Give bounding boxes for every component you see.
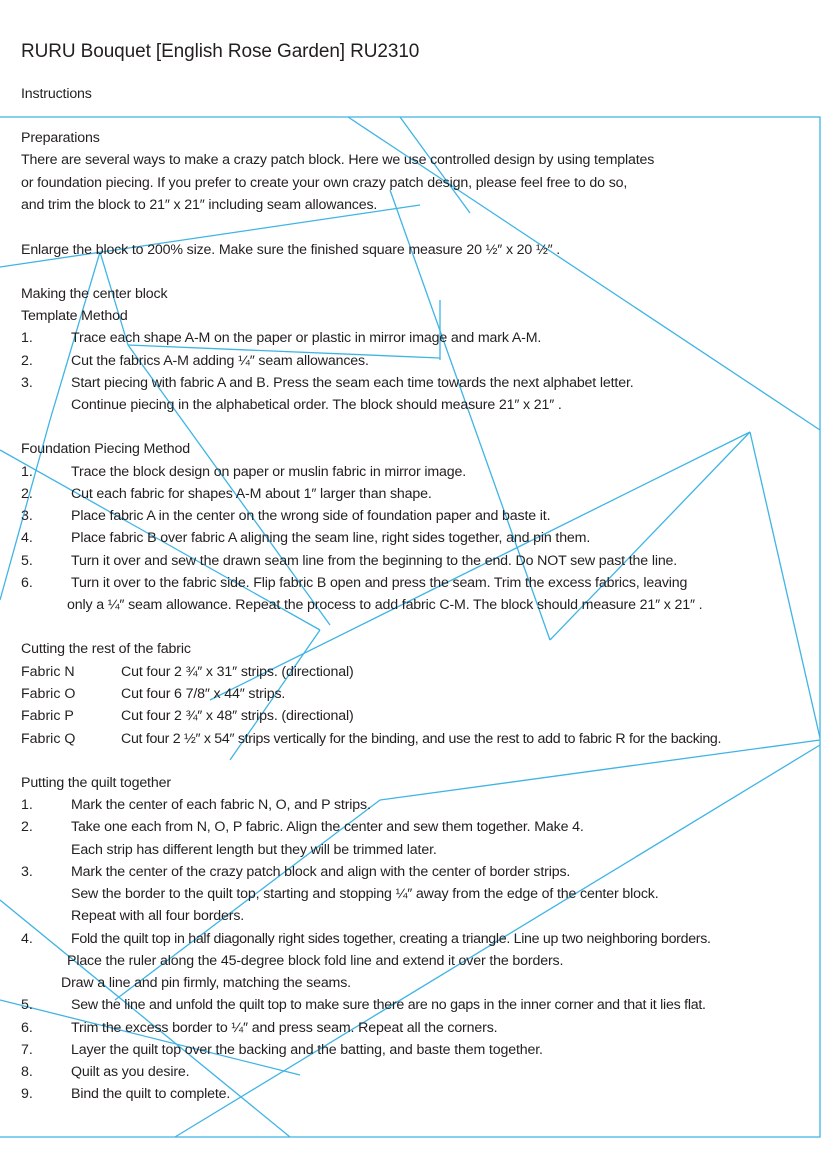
step-text: Mark the center of each fabric N, O, and P strips. xyxy=(71,797,371,813)
subheading-template-method: Template Method xyxy=(21,308,128,324)
step-text: Take one each from N, O, P fabric. Align the center and sew them together. Make 4. xyxy=(71,819,584,835)
step-number: 1. xyxy=(21,797,33,813)
cutting-instruction: Cut four 2 ¾″ x 48″ strips. (directional) xyxy=(121,708,354,724)
step-number: 5. xyxy=(21,997,33,1013)
step-text: Trace the block design on paper or muslin fabric in mirror image. xyxy=(71,464,467,480)
step-text: Mark the center of the crazy patch block and align with the center of border strips. xyxy=(71,864,571,880)
step-continuation: Each strip has different length but they will be trimmed later. xyxy=(71,842,437,858)
fabric-label: Fabric O xyxy=(21,686,76,702)
step-text: Turn it over and sew the drawn seam line from the beginning to the end. Do NOT sew past the line. xyxy=(71,553,678,569)
step-number: 4. xyxy=(21,931,33,947)
step-number: 7. xyxy=(21,1042,33,1058)
step-text: Trace each shape A-M on the paper or plastic in mirror image and mark A-M. xyxy=(71,330,542,346)
step-text: Trim the excess border to ¼″ and press seam. Repeat all the corners. xyxy=(71,1020,498,1036)
fabric-label: Fabric N xyxy=(21,664,75,680)
step-text: Start piecing with fabric A and B. Press the seam each time towards the next alphabet letter. xyxy=(71,375,634,391)
step-number: 2. xyxy=(21,486,33,502)
fabric-label: Fabric Q xyxy=(21,731,76,747)
paragraph-line: There are several ways to make a crazy patch block. Here we use controlled design by using templates xyxy=(21,152,655,168)
step-number: 3. xyxy=(21,508,33,524)
step-text: Layer the quilt top over the backing and the batting, and baste them together. xyxy=(71,1042,543,1058)
paragraph-line: and trim the block to 21″ x 21″ including seam allowances. xyxy=(21,197,378,213)
step-continuation: Repeat with all four borders. xyxy=(71,908,245,924)
step-number: 5. xyxy=(21,553,33,569)
step-continuation: only a ¼″ seam allowance. Repeat the process to add fabric C-M. The block should measure 21″ x 21″ . xyxy=(67,597,703,613)
section-heading-preparations: Preparations xyxy=(21,130,100,146)
step-continuation: Sew the border to the quilt top, starting and stopping ¼″ away from the edge of the center block. xyxy=(71,886,659,902)
step-continuation: Continue piecing in the alphabetical order. The block should measure 21″ x 21″ . xyxy=(71,397,562,413)
step-continuation: Draw a line and pin firmly, matching the seams. xyxy=(61,975,351,991)
step-number: 3. xyxy=(21,864,33,880)
document-title: RURU Bouquet [English Rose Garden] RU2310 xyxy=(21,41,420,62)
fabric-label: Fabric P xyxy=(21,708,74,724)
instructions-heading: Instructions xyxy=(21,86,92,102)
step-text: Fold the quilt top in half diagonally right sides together, creating a triangle. Line up two neighboring borders. xyxy=(71,931,711,947)
cutting-instruction: Cut four 2 ½″ x 54″ strips vertically for the binding, and use the rest to add to fabric R for the backing. xyxy=(121,731,722,747)
cutting-instruction: Cut four 6 7/8″ x 44″ strips. xyxy=(121,686,286,702)
step-number: 3. xyxy=(21,375,33,391)
paragraph-line: or foundation piecing. If you prefer to create your own crazy patch design, please feel free to do so, xyxy=(21,175,628,191)
step-number: 1. xyxy=(21,464,33,480)
step-text: Sew the line and unfold the quilt top to make sure there are no gaps in the inner corner and that it lies flat. xyxy=(71,997,706,1013)
step-number: 1. xyxy=(21,330,33,346)
section-heading-assembly: Putting the quilt together xyxy=(21,775,171,791)
section-heading-cutting: Cutting the rest of the fabric xyxy=(21,641,191,657)
subheading-foundation-method: Foundation Piecing Method xyxy=(21,441,190,457)
step-number: 6. xyxy=(21,575,33,591)
step-text: Quilt as you desire. xyxy=(71,1064,190,1080)
step-text: Bind the quilt to complete. xyxy=(71,1086,231,1102)
step-text: Cut the fabrics A-M adding ¼″ seam allowances. xyxy=(71,353,369,369)
section-heading-center-block: Making the center block xyxy=(21,286,168,302)
step-number: 4. xyxy=(21,530,33,546)
step-number: 8. xyxy=(21,1064,33,1080)
step-number: 9. xyxy=(21,1086,33,1102)
step-text: Turn it over to the fabric side. Flip fabric B open and press the seam. Trim the excess fabrics, leaving xyxy=(71,575,688,591)
step-text: Place fabric B over fabric A aligning the seam line, right sides together, and pin them. xyxy=(71,530,591,546)
step-continuation: Place the ruler along the 45-degree block fold line and extend it over the borders. xyxy=(67,953,564,969)
step-text: Cut each fabric for shapes A-M about 1″ larger than shape. xyxy=(71,486,432,502)
step-number: 2. xyxy=(21,819,33,835)
step-text: Place fabric A in the center on the wrong side of foundation paper and baste it. xyxy=(71,508,551,524)
cutting-instruction: Cut four 2 ¾″ x 31″ strips. (directional) xyxy=(121,664,354,680)
step-number: 2. xyxy=(21,353,33,369)
step-number: 6. xyxy=(21,1020,33,1036)
enlarge-note: Enlarge the block to 200% size. Make sure the finished square measure 20 ½″ x 20 ½″ . xyxy=(21,242,561,258)
